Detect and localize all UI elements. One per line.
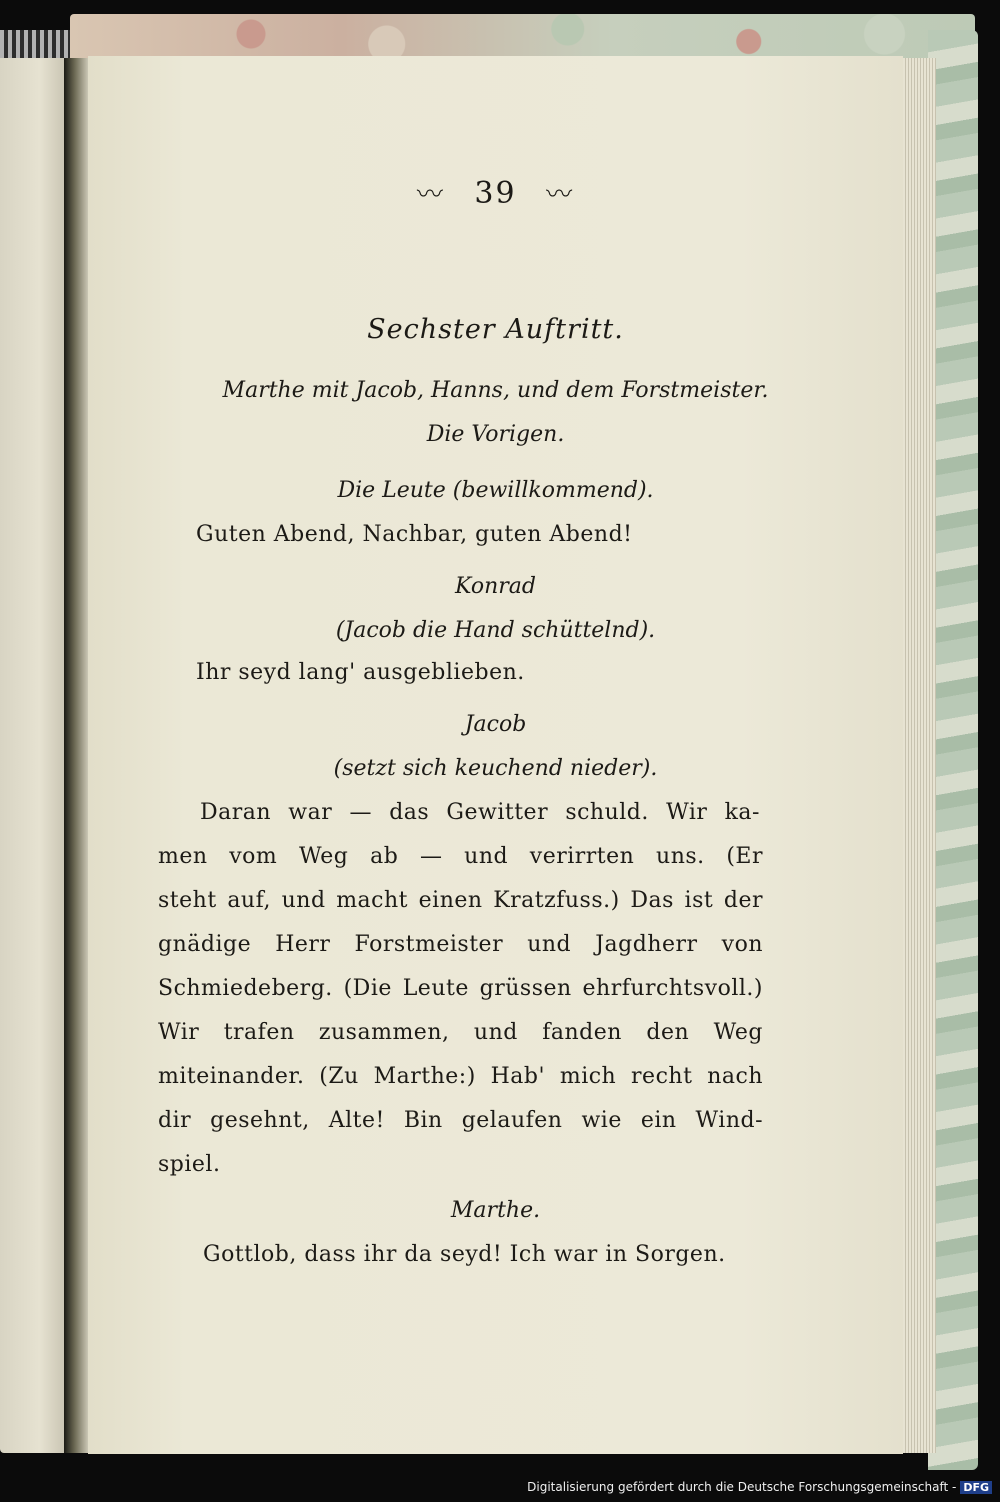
page-stack-edge: [900, 58, 936, 1453]
speech-line: dir gesehnt, Alte! Bin gelaufen wie ein Wind-: [158, 1108, 763, 1133]
cast-line-1: Marthe mit Jacob, Hanns, und dem Forstmeister.: [222, 378, 769, 403]
digitization-credit: [527, 1480, 992, 1494]
speech-line: men vom Weg ab — und verirrten uns. (Er: [158, 844, 763, 869]
speaker-jacob: Jacob: [464, 712, 527, 737]
book-gutter: [64, 58, 90, 1453]
stage-direction: (Jacob die Hand schüttelnd).: [335, 618, 656, 643]
scene-title: Sechster Auftritt.: [367, 314, 624, 345]
speech-line: Gottlob, dass ihr da seyd! Ich war in Sorgen.: [203, 1242, 726, 1267]
speech-line: Guten Abend, Nachbar, guten Abend!: [196, 522, 633, 547]
speech-line: Ihr seyd lang' ausgeblieben.: [196, 660, 525, 685]
speech-line: Daran war — das Gewitter schuld. Wir ka-: [200, 800, 760, 825]
speech-line: spiel.: [158, 1152, 221, 1177]
speech-line: steht auf, und macht einen Kratzfuss.) Das ist der: [158, 888, 763, 913]
page-number: 39: [474, 176, 517, 211]
speech-line: Wir trafen zusammen, und fanden den Weg: [158, 1020, 763, 1045]
page-number-header: [88, 174, 903, 211]
speaker-konrad: Konrad: [455, 574, 536, 599]
speaker-die-leute: Die Leute (bewillkommend).: [337, 478, 654, 503]
speaker-marthe: Marthe.: [450, 1198, 541, 1223]
cast-line-2: Die Vorigen.: [426, 422, 565, 447]
speech-line: gnädige Herr Forstmeister und Jagdherr von: [158, 932, 763, 957]
ornament-right: 〰: [546, 180, 575, 210]
book-page: [88, 56, 903, 1454]
dfg-logo: DFG: [960, 1481, 992, 1494]
speech-line: Schmiedeberg. (Die Leute grüssen ehrfurchtsvoll.): [158, 976, 763, 1001]
ornament-left: 〰: [416, 180, 445, 210]
stage-direction: (setzt sich keuchend nieder).: [333, 756, 658, 781]
left-page-edge: [0, 58, 66, 1453]
speech-line: miteinander. (Zu Marthe:) Hab' mich recht nach: [158, 1064, 763, 1089]
credit-text: Digitalisierung gefördert durch die Deutsche Forschungsgemeinschaft -: [527, 1480, 957, 1494]
